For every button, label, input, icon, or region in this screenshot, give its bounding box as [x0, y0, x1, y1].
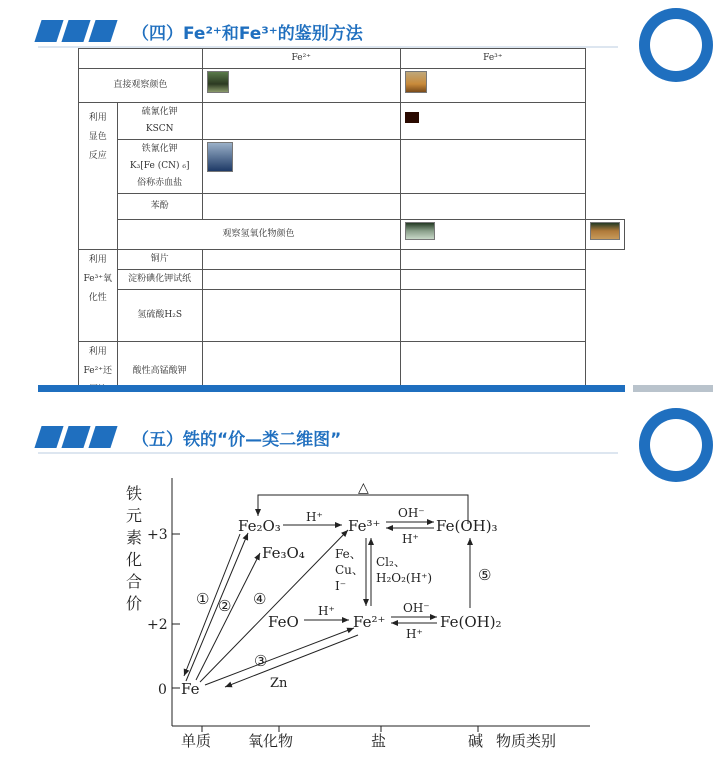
node-feo: FeO: [268, 613, 299, 631]
fe-oh2-photo: [405, 222, 435, 240]
h-plus-label: H⁺: [306, 510, 323, 524]
kscn-result-photo: [405, 105, 419, 123]
row-label: 直接观察颜色: [79, 69, 203, 103]
fe-oh3-photo: [590, 222, 620, 240]
header-decoration: [38, 20, 114, 42]
identification-table: [78, 48, 625, 392]
x-axis-label: 物质类别: [496, 732, 557, 750]
h-plus-label: H⁺: [318, 604, 335, 618]
oxidizers-label: Cl₂、 H₂O₂(H⁺): [376, 555, 433, 585]
row-label: 苯酚: [117, 194, 202, 220]
corner-cell: [79, 49, 203, 69]
node-fe2plus: Fe²⁺: [353, 613, 386, 631]
fe3-solution-photo: [405, 71, 427, 93]
route-5-label: ⑤: [478, 566, 492, 584]
y-tick-2: +2: [147, 617, 168, 633]
node-fe3o4: Fe₃O₄: [262, 544, 305, 562]
group-label-reducing: 利用 Fe²⁺还: [79, 342, 118, 393]
ferricyanide-result-photo: [207, 142, 233, 172]
footer-bar: [38, 385, 625, 392]
group-label-oxidizing: 利用 Fe³⁺氧 化性: [79, 250, 118, 342]
valence-category-diagram: [0, 398, 721, 757]
row-label: 酸性高锰酸钾: [117, 342, 202, 393]
heat-label: △: [358, 480, 369, 496]
group-label-color-reaction: 利用 显色 反应: [79, 103, 118, 250]
row-label: 淀粉碘化钾试纸: [117, 270, 202, 290]
col-header-fe3: Fe³⁺: [400, 49, 585, 69]
oh-label: OH⁻: [403, 601, 430, 615]
row-label: 铁氰化钾 K₃[Fe (CN) ₆] 俗称赤血盐: [117, 140, 202, 194]
section-header: [38, 18, 363, 44]
row-label: 氢硫酸H₂S: [117, 290, 202, 342]
fe2-solution-photo: [207, 71, 229, 93]
reducers-label: Fe、 Cu、 I⁻: [335, 547, 364, 593]
route-2-label: ②: [218, 597, 232, 615]
oh-label: OH⁻: [398, 506, 425, 520]
node-fe3plus: Fe³⁺: [348, 517, 381, 535]
route-3-label: ③: [254, 652, 268, 670]
section-title: （四）Fe²⁺和Fe³⁺的鉴别方法: [132, 23, 363, 44]
route-1-label: ①: [196, 590, 210, 608]
x-tick-oxide: 氧化物: [248, 732, 294, 750]
node-feoh2: Fe(OH)₂: [440, 613, 502, 631]
col-header-fe2: Fe²⁺: [202, 49, 400, 69]
school-logo-icon: [639, 8, 713, 82]
route-4-label: ④: [253, 590, 267, 608]
h-plus-label: H⁺: [406, 627, 423, 641]
x-tick-element: 单质: [181, 732, 212, 750]
section-title: （五）铁的“价—类二维图”: [132, 429, 342, 450]
y-tick-3: +3: [147, 527, 168, 543]
y-tick-0: 0: [158, 682, 167, 698]
slide-valence-category-diagram: [0, 398, 721, 757]
row-label: 观察氢氧化物颜色: [117, 220, 400, 250]
footer-bar-gray: [633, 385, 713, 392]
x-tick-base: 碱: [468, 732, 484, 750]
row-label: 铜片: [117, 250, 202, 270]
x-tick-salt: 盐: [371, 732, 387, 750]
y-axis-label: 铁元素化合价: [126, 484, 143, 613]
zn-label: Zn: [270, 676, 288, 691]
node-fe: Fe: [181, 680, 200, 698]
h-plus-label: H⁺: [402, 532, 419, 546]
row-label: 硫氰化钾 KSCN: [117, 103, 202, 140]
node-fe2o3: Fe₂O₃: [238, 517, 281, 535]
node-feoh3: Fe(OH)₃: [436, 517, 498, 535]
